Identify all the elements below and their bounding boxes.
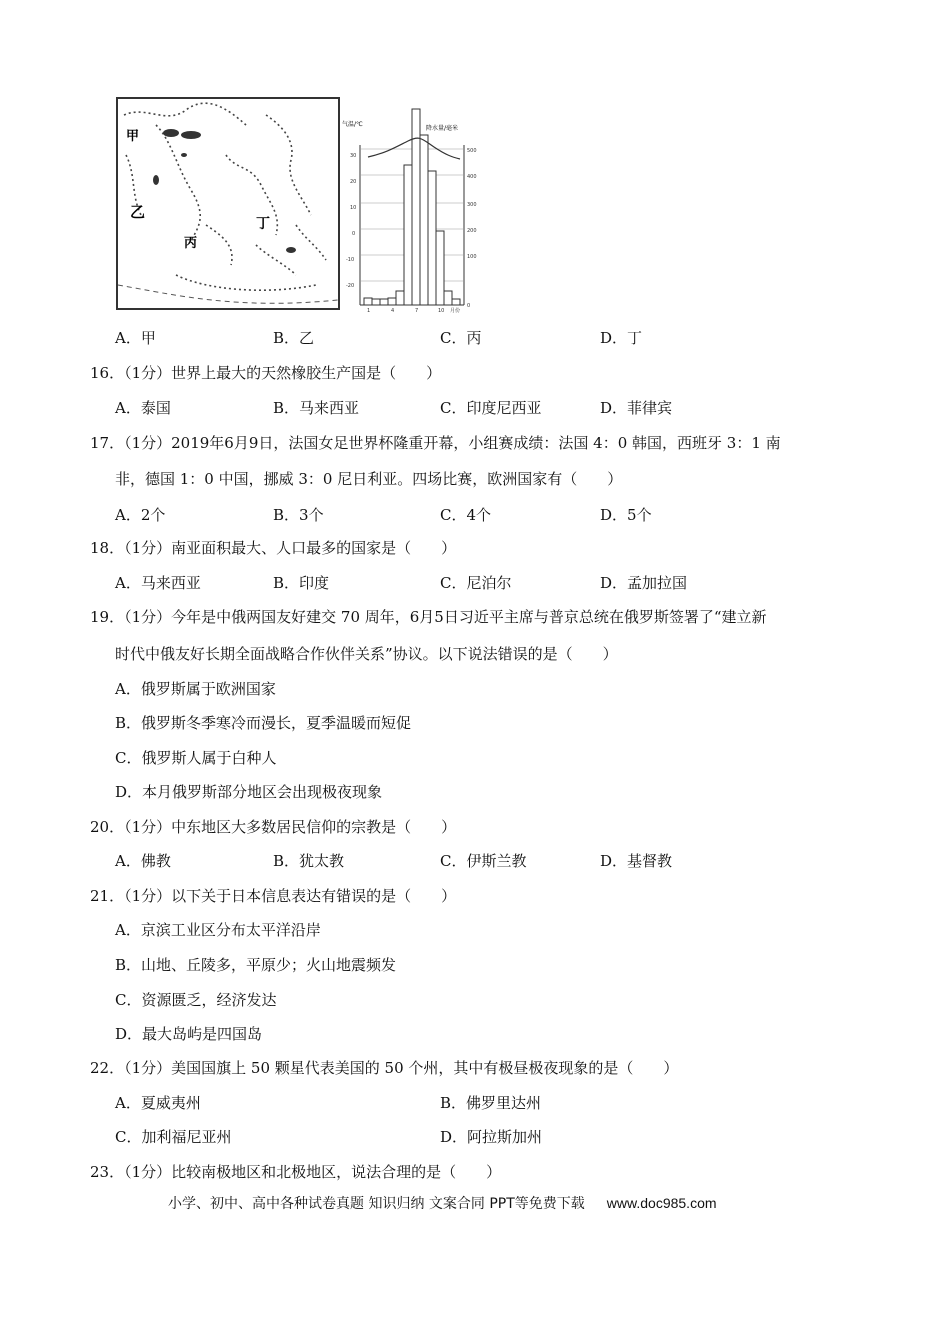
svg-text:10: 10: [350, 205, 357, 211]
q21-option-d: D．最大岛屿是四国岛: [115, 1025, 263, 1043]
svg-text:7: 7: [415, 308, 419, 313]
q20-option-c: C．伊斯兰教: [440, 852, 527, 870]
q15-option-b: B．乙: [273, 329, 315, 347]
q17-option-b: B．3个: [273, 506, 324, 524]
map-frame: [117, 98, 339, 309]
svg-text:400: 400: [467, 174, 477, 180]
svg-text:4: 4: [391, 308, 395, 313]
chart-left-axis-label: 气温/℃: [342, 121, 363, 128]
q16-option-c: C．印度尼西亚: [440, 399, 542, 417]
q19-option-c: C．俄罗斯人属于白种人: [115, 749, 277, 767]
map-label-yi: 乙: [130, 203, 146, 221]
svg-text:0: 0: [352, 231, 356, 237]
svg-text:300: 300: [467, 202, 477, 208]
q18-option-c: C．尼泊尔: [440, 574, 512, 592]
svg-text:月份: 月份: [450, 308, 461, 313]
q18-option-a: A．马来西亚: [115, 574, 201, 592]
q17-option-a: A．2个: [115, 506, 166, 524]
q18-option-b: B．印度: [273, 574, 330, 592]
q17-stem-line2: 非，德国 1：0 中国，挪威 3：0 尼日利亚。四场比赛，欧洲国家有（ ）: [115, 470, 623, 488]
svg-text:200: 200: [467, 228, 477, 234]
footer-url[interactable]: www.doc985.com: [606, 1195, 717, 1211]
q19-stem-line2: 时代中俄友好长期全面战略合作伙伴关系”协议。以下说法错误的是（ ）: [115, 645, 618, 663]
q15-option-a: A．甲: [115, 329, 156, 347]
q20-option-b: B．犹太教: [273, 852, 345, 870]
q20-option-d: D．基督教: [600, 852, 673, 870]
map-label-bing: 丙: [184, 236, 198, 251]
q19-option-b: B．俄罗斯冬季寒冷而漫长，夏季温暖而短促: [115, 714, 412, 732]
q18-option-d: D．孟加拉国: [600, 574, 688, 592]
q22-option-b: B．佛罗里达州: [440, 1094, 542, 1112]
q19-option-d: D．本月俄罗斯部分地区会出现极夜现象: [115, 783, 383, 801]
q22-stem: 22．（1分）美国国旗上 50 颗星代表美国的 50 个州，其中有极昼极夜现象的是（ ）: [90, 1059, 679, 1077]
page-footer: [168, 1193, 717, 1214]
svg-text:-10: -10: [346, 257, 355, 263]
q16-option-a: A．泰国: [115, 399, 171, 417]
svg-text:10: 10: [438, 308, 445, 313]
q17-option-c: C．4个: [440, 506, 492, 524]
q22-option-d: D．阿拉斯加州: [440, 1128, 543, 1146]
q21-option-a: A．京滨工业区分布太平洋沿岸: [115, 921, 321, 939]
svg-text:20: 20: [350, 179, 357, 185]
q21-stem: 21．（1分）以下关于日本信息表达有错误的是（ ）: [90, 887, 457, 905]
q23-stem: 23．（1分）比较南极地区和北极地区，说法合理的是（ ）: [90, 1163, 502, 1181]
q19-option-a: A．俄罗斯属于欧洲国家: [115, 680, 276, 698]
chart-right-axis-label: 降水量/毫米: [426, 125, 459, 132]
climate-chart: [342, 109, 477, 313]
q21-option-c: C．资源匮乏，经济发达: [115, 991, 277, 1009]
svg-text:-20: -20: [346, 283, 355, 289]
q16-option-b: B．马来西亚: [273, 399, 360, 417]
q17-option-d: D．5个: [600, 506, 652, 524]
map-and-climate-chart: [116, 95, 488, 313]
svg-text:500: 500: [467, 148, 477, 154]
q15-option-d: D．丁: [600, 329, 643, 347]
q15-option-c: C．丙: [440, 329, 482, 347]
svg-text:1: 1: [367, 308, 371, 313]
map-label-jia: 甲: [126, 129, 140, 144]
svg-text:30: 30: [350, 153, 357, 159]
svg-text:100: 100: [467, 254, 477, 260]
svg-text:0: 0: [467, 303, 471, 309]
q18-stem: 18．（1分）南亚面积最大、人口最多的国家是（ ）: [90, 539, 457, 557]
question-15-figure: [116, 95, 488, 313]
map-label-ding: 丁: [256, 216, 270, 232]
q20-stem: 20．（1分）中东地区大多数居民信仰的宗教是（ ）: [90, 818, 457, 836]
q16-option-d: D．菲律宾: [600, 399, 673, 417]
q21-option-b: B．山地、丘陵多，平原少；火山地震频发: [115, 956, 397, 974]
footer-text: 小学、初中、高中各种试卷真题 知识归纳 文案合同 PPT等免费下载: [168, 1196, 585, 1212]
q20-option-a: A．佛教: [115, 852, 171, 870]
q17-stem-line1: 17．（1分）2019年6月9日，法国女足世界杯隆重开幕，小组赛成绩：法国 4：0 韩国，西班牙 3：1 南: [90, 434, 781, 452]
precipitation-bars: [364, 109, 460, 305]
q22-option-a: A．夏威夷州: [115, 1094, 201, 1112]
q22-option-c: C．加利福尼亚州: [115, 1128, 232, 1146]
q16-stem: 16．（1分）世界上最大的天然橡胶生产国是（ ）: [90, 364, 442, 382]
q19-stem-line1: 19．（1分）今年是中俄两国友好建交 70 周年，6月5日习近平主席与普京总统在俄罗斯签署了“建立新: [90, 608, 767, 626]
